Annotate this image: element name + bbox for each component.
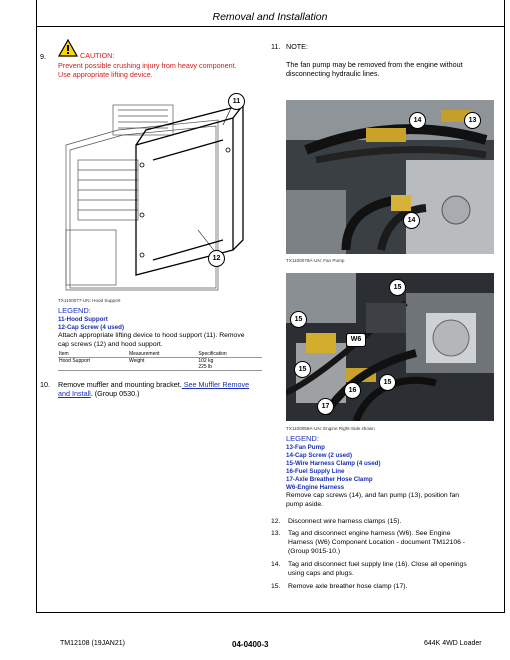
- fig3-legend-item: 17-Axle Breather Hose Clamp: [286, 476, 373, 483]
- table-header: Measurement: [128, 351, 197, 358]
- step-13-line-1: Tag and disconnect engine harness (W6). See Engine: [288, 530, 451, 537]
- step-14-line-1: Tag and disconnect fuel supply line (16). Close all openings: [288, 561, 467, 568]
- callout-15: 15: [294, 361, 311, 378]
- callout-w6: W6: [346, 333, 366, 347]
- step-12-text: Disconnect wire harness clamps (15).: [288, 518, 402, 525]
- step-9-body-2: cap screws (12) and hood support.: [58, 341, 163, 348]
- fig1-legend-item: 11-Hood Support: [58, 316, 108, 323]
- caution-text-2: Use appropriate lifting device.: [58, 70, 153, 79]
- callout-15: 15: [290, 311, 307, 328]
- step-14-number: 14.: [271, 561, 281, 568]
- table-header: Specification: [197, 351, 262, 358]
- step-13-line-2: Harness (W6) Component Location - document TM12106 -: [288, 539, 466, 546]
- hood-support-figure: [58, 90, 266, 294]
- step-9-number: 9.: [40, 52, 46, 61]
- fig3-legend-item: W6-Engine Harness: [286, 484, 345, 491]
- step-15-text: Remove axle breather hose clamp (17).: [288, 583, 408, 590]
- step-10-line-1: [58, 380, 268, 389]
- step-11-body-2: pump aside.: [286, 501, 324, 508]
- callout-17: 17: [317, 398, 334, 415]
- note-label: NOTE:: [286, 42, 308, 51]
- step-9-body-1: Attach appropriate lifting device to hood support (11). Remove: [58, 332, 245, 339]
- step-10-group: . (Group 0530.): [90, 389, 140, 398]
- page-title: Removal and Installation: [212, 11, 328, 23]
- step-10-number: 10.: [40, 380, 50, 389]
- table-header: Item: [58, 351, 128, 358]
- footer-model: 644K 4WD Loader: [424, 640, 482, 647]
- fan-pump-image: [286, 100, 494, 254]
- callout-14: 14: [409, 112, 426, 129]
- step-11-number: 11.: [271, 42, 281, 51]
- fig3-caption: TX1100058A-UN: Engine Right-Side shown: [286, 426, 375, 431]
- caution-text-1: Prevent possible crushing injury from heavy component.: [58, 61, 237, 70]
- callout-12: 12: [208, 250, 225, 267]
- caution-icon: [58, 39, 78, 57]
- fig3-legend-title: LEGEND:: [286, 434, 319, 443]
- fig1-legend-item: 12-Cap Screw (4 used): [58, 324, 125, 331]
- muffler-link-cont[interactable]: and Install: [58, 389, 91, 398]
- callout-14: 14: [403, 212, 420, 229]
- page-header: [36, 8, 504, 27]
- hood-support-drawing: [58, 90, 266, 294]
- note-text-1: The fan pump may be removed from the engine without: [286, 60, 463, 69]
- fig3-legend-item: 15-Wire Harness Clamp (4 used): [286, 460, 381, 467]
- hood-support-spec-table: [58, 351, 262, 371]
- fig2-caption: TX1100078A-UN: Fan Pump: [286, 258, 345, 263]
- step-15-number: 15.: [271, 583, 281, 590]
- step-14-line-2: using caps and plugs.: [288, 570, 354, 577]
- engine-right-side-photo: [286, 273, 494, 421]
- fan-pump-photo: [286, 100, 494, 254]
- note-text-2: disconnecting hydraulic lines.: [286, 69, 380, 78]
- callout-13: 13: [464, 112, 481, 129]
- caution-label: CAUTION:: [80, 51, 115, 60]
- step-10-line-2: [58, 389, 140, 398]
- fig1-caption: TX1100077-UN: Hood Support: [58, 298, 121, 303]
- callout-15: 15: [389, 279, 406, 296]
- table-cell-spec-kg: 102 kg: [198, 358, 214, 364]
- muffler-link[interactable]: See Muffler Remove: [181, 380, 250, 389]
- callout-11: 11: [228, 93, 245, 110]
- step-13-line-3: (Group 9015-10.): [288, 548, 341, 555]
- footer-doc-id: TM12108 (19JAN21): [60, 640, 125, 647]
- footer-page-number: 04-0400-3: [232, 640, 269, 649]
- step-12-number: 12.: [271, 518, 281, 525]
- table-cell-spec-lb: 225 lb: [197, 364, 262, 371]
- fig1-legend-title: LEGEND:: [58, 306, 91, 315]
- engine-right-side-image: [286, 273, 494, 421]
- callout-15: 15: [379, 374, 396, 391]
- fig3-legend-item: 16-Fuel Supply Line: [286, 468, 345, 475]
- callout-16: 16: [344, 382, 361, 399]
- step-10-text: Remove muffler and mounting bracket.: [58, 380, 182, 389]
- table-cell-item: Hood Support: [59, 358, 90, 364]
- fig3-legend-item: 13-Fan Pump: [286, 444, 325, 451]
- table-cell-measurement: Weight: [128, 358, 145, 364]
- step-13-number: 13.: [271, 530, 281, 537]
- step-11-body-1: Remove cap screws (14), and fan pump (13), position fan: [286, 492, 460, 499]
- fig3-legend-item: 14-Cap Screw (2 used): [286, 452, 353, 459]
